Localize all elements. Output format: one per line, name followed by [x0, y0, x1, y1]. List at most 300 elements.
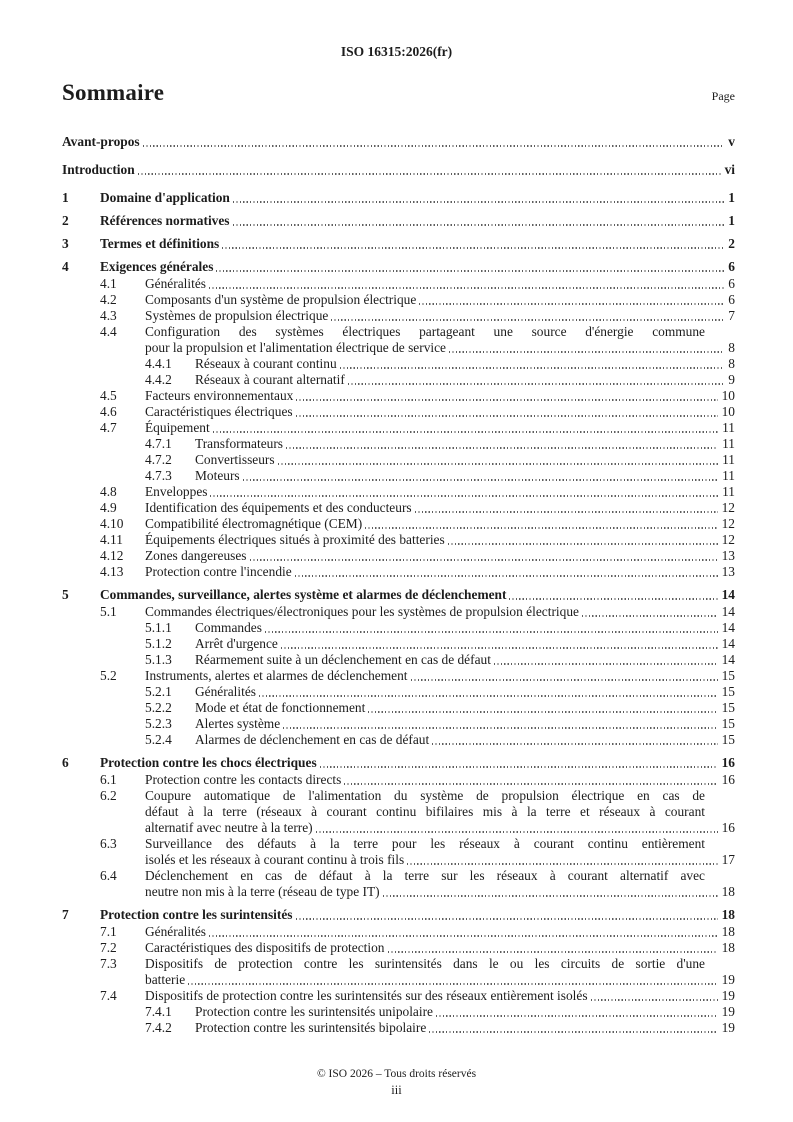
toc-entry[interactable]: [62, 772, 735, 788]
dot-leader: [340, 367, 725, 368]
toc-entry-content: [145, 940, 735, 956]
toc-entry-content: [145, 404, 735, 420]
toc-entry-title: Commandes: [195, 620, 262, 635]
toc-entry-last-line: [195, 468, 735, 484]
toc-entry[interactable]: [62, 836, 735, 868]
toc-page-number: v: [728, 134, 735, 149]
toc-entry-content: [100, 907, 735, 923]
toc-entry-content: [62, 162, 735, 178]
table-of-contents: [62, 134, 735, 1036]
toc-page-number: 2: [728, 236, 735, 251]
toc-entry-content: [100, 587, 735, 603]
toc-entry[interactable]: [62, 620, 735, 636]
toc-entry-content: [195, 700, 735, 716]
dot-leader: [296, 415, 718, 416]
toc-entry-last-line: [195, 716, 735, 732]
toc-entry-title: Identification des équipements et des conducteurs: [145, 500, 412, 515]
toc-entry-last-line: [145, 884, 735, 900]
toc-entry-number: 5.2.4: [145, 732, 172, 747]
toc-page-number: 16: [721, 772, 735, 787]
toc-page-number: 15: [721, 732, 735, 747]
dot-leader: [331, 319, 724, 320]
toc-entry-number: 6.2: [100, 788, 117, 803]
toc-entry-last-line: [195, 452, 735, 468]
toc-entry-number: 5.1.2: [145, 636, 172, 651]
toc-entry[interactable]: [62, 668, 735, 684]
toc-entry-title: Protection contre les surintensités unipolaire: [195, 1004, 433, 1019]
toc-entry-last-line: [62, 162, 735, 178]
dot-leader: [222, 247, 724, 248]
toc-entry-number: 6: [62, 755, 69, 770]
toc-entry-content: [100, 213, 735, 229]
toc-entry[interactable]: [62, 356, 735, 372]
toc-entry-content: [145, 836, 735, 868]
toc-entry-number: 7.4.1: [145, 1004, 172, 1019]
toc-entry-content: [195, 436, 735, 452]
toc-entry[interactable]: [62, 532, 735, 548]
dot-leader: [233, 224, 725, 225]
toc-entry-last-line: [195, 652, 735, 668]
toc-entry-title: Transformateurs: [195, 436, 284, 451]
toc-entry[interactable]: [62, 292, 735, 308]
toc-entry-number: 4.10: [100, 516, 124, 531]
dot-leader: [188, 983, 717, 984]
toc-page-number: 10: [721, 388, 735, 403]
toc-entry-title: Moteurs: [195, 468, 240, 483]
toc-entry[interactable]: [62, 484, 735, 500]
toc-entry-last-line: [145, 420, 735, 436]
toc-entry-title: Instruments, alertes et alarmes de déclenchement: [145, 668, 408, 683]
toc-entry-number: 4.11: [100, 532, 123, 547]
toc-entry-title-line: défaut à la terre (réseaux à courant continu bifilaires mis à la terre et réseaux à courant: [145, 804, 705, 819]
dot-leader: [320, 766, 718, 767]
toc-entry[interactable]: [62, 372, 735, 388]
toc-entry-last-line: [195, 1020, 735, 1036]
toc-entry-number: 4.5: [100, 388, 117, 403]
footer-page-number: iii: [391, 1083, 402, 1097]
toc-entry-content: [195, 468, 735, 484]
toc-page-number: 14: [721, 604, 735, 619]
toc-entry-number: 7.3: [100, 956, 117, 971]
toc-entry[interactable]: [62, 564, 735, 580]
toc-page-number: 11: [722, 484, 735, 499]
toc-entry-number: 5.2: [100, 668, 117, 683]
page-footer: [0, 1068, 793, 1098]
toc-entry-title: Alarmes de déclenchement en cas de défaut: [195, 732, 430, 747]
dot-leader: [233, 201, 724, 202]
toc-entry-title-line: Coupure automatique de l'alimentation du système de propulsion électrique en cas de: [145, 788, 705, 803]
toc-entry-last-line: [100, 236, 735, 252]
toc-entry[interactable]: [62, 700, 735, 716]
toc-entry-number: 4.4: [100, 324, 117, 339]
toc-page-number: 10: [721, 404, 735, 419]
toc-entry-content: [145, 668, 735, 684]
toc-entry-title: Mode et état de fonctionnement: [195, 700, 366, 715]
toc-entry-number: 7.2: [100, 940, 117, 955]
toc-page-number: 11: [722, 468, 735, 483]
toc-entry[interactable]: [62, 134, 735, 150]
toc-entry-title-line: Surveillance des défauts à la terre pour les réseaux à courant continu entièrement: [145, 836, 705, 851]
toc-page-number: 12: [721, 500, 735, 515]
toc-page-number: 6: [728, 259, 735, 274]
toc-entry[interactable]: [62, 388, 735, 404]
toc-entry-number: 4.7.3: [145, 468, 172, 483]
toc-page-number: 17: [721, 852, 735, 867]
toc-entry-last-line: [145, 940, 735, 956]
toc-entry-number: 4.2: [100, 292, 117, 307]
toc-entry[interactable]: [62, 236, 735, 252]
toc-entry-last-line: [145, 308, 735, 324]
toc-page-number: 11: [722, 420, 735, 435]
footer-copyright: © ISO 2026 – Tous droits réservés: [316, 1068, 477, 1080]
toc-entry-last-line: [145, 604, 735, 620]
toc-entry-title: Équipements électriques situés à proximité des batteries: [145, 532, 445, 547]
toc-entry-number: 4.4.2: [145, 372, 172, 387]
toc-entry-number: 7.1: [100, 924, 117, 939]
toc-entry-content: [195, 716, 735, 732]
toc-entry-title: neutre non mis à la terre (réseau de type IT): [145, 884, 380, 899]
toc-entry-content: [195, 652, 735, 668]
toc-page-number: 14: [721, 652, 735, 667]
toc-entry-title: Avant-propos: [62, 134, 140, 149]
toc-entry[interactable]: [62, 732, 735, 748]
dot-leader: [509, 598, 717, 599]
toc-entry-content: [195, 356, 735, 372]
dot-leader: [216, 270, 724, 271]
toc-entry-title: isolés et les réseaux à courant continu à trois fils: [145, 852, 405, 867]
toc-entry-number: 7.4.2: [145, 1020, 172, 1035]
toc-entry[interactable]: [62, 1020, 735, 1036]
dot-leader: [209, 935, 718, 936]
dot-leader: [415, 511, 718, 512]
toc-entry-last-line: [100, 755, 735, 771]
toc-entry-title: Exigences générales: [100, 259, 214, 274]
toc-page-number: 6: [728, 292, 735, 307]
toc-entry-last-line: [145, 404, 735, 420]
toc-page-number: 1: [728, 190, 735, 205]
toc-entry[interactable]: [62, 924, 735, 940]
toc-entry-last-line: [145, 276, 735, 292]
toc-entry-title: Protection contre les chocs électriques: [100, 755, 317, 770]
toc-entry-last-line: [145, 388, 735, 404]
toc-page-number: 11: [722, 436, 735, 451]
toc-entry[interactable]: [62, 276, 735, 292]
dot-leader: [296, 918, 718, 919]
toc-entry-content: [145, 988, 735, 1004]
toc-entry-content: [145, 484, 735, 500]
toc-entry[interactable]: [62, 324, 735, 356]
toc-entry-title-line: Déclenchement en cas de défaut à la terre sur les réseaux à courant alternatif avec: [145, 868, 705, 883]
dot-leader: [365, 527, 717, 528]
toc-entry-content: [145, 420, 735, 436]
toc-entry-content: [195, 452, 735, 468]
toc-entry-content: [195, 620, 735, 636]
toc-entry-title: Commandes électriques/électroniques pour les systèmes de propulsion électrique: [145, 604, 579, 619]
toc-entry-content: [145, 324, 735, 356]
toc-entry-number: 4.7.1: [145, 436, 172, 451]
toc-page-number: 12: [721, 516, 735, 531]
toc-entry-title: Protection contre les surintensités: [100, 907, 293, 922]
toc-page-number: 19: [721, 988, 735, 1003]
toc-entry-content: [62, 134, 735, 150]
toc-entry-last-line: [195, 1004, 735, 1020]
toc-entry-number: 4.7.2: [145, 452, 172, 467]
toc-entry-content: [145, 276, 735, 292]
toc-entry-title: Dispositifs de protection contre les surintensités sur des réseaux entièrement isolés: [145, 988, 588, 1003]
toc-entry-title: Protection contre les contacts directs: [145, 772, 342, 787]
toc-entry[interactable]: [62, 940, 735, 956]
toc-entry-number: 4.4.1: [145, 356, 172, 371]
toc-entry[interactable]: [62, 907, 735, 923]
toc-entry-last-line: [145, 668, 735, 684]
toc-entry-title: Protection contre l'incendie: [145, 564, 292, 579]
dot-leader: [582, 615, 718, 616]
toc-page-number: 15: [721, 668, 735, 683]
toc-entry[interactable]: [62, 788, 735, 836]
toc-entry[interactable]: [62, 956, 735, 988]
dot-leader: [143, 145, 725, 146]
toc-entry-last-line: [145, 548, 735, 564]
toc-page-number: 14: [721, 636, 735, 651]
dot-leader: [344, 783, 717, 784]
toc-entry-title: Équipement: [145, 420, 210, 435]
toc-entry-title: Termes et définitions: [100, 236, 220, 251]
toc-page-number: 19: [721, 1020, 735, 1035]
dot-leader: [296, 399, 717, 400]
toc-entry-last-line: [100, 907, 735, 923]
toc-entry-number: 4.13: [100, 564, 124, 579]
toc-entry-title: Compatibilité électromagnétique (CEM): [145, 516, 363, 531]
toc-entry-content: [145, 308, 735, 324]
dot-leader: [265, 631, 718, 632]
toc-entry-content: [100, 190, 735, 206]
toc-entry-title: Zones dangereuses: [145, 548, 247, 563]
toc-page-number: 15: [721, 716, 735, 731]
toc-entry[interactable]: [62, 587, 735, 603]
toc-entry-number: 6.4: [100, 868, 117, 883]
dot-leader: [209, 287, 724, 288]
toc-page-number: 14: [721, 587, 735, 602]
toc-entry-number: 4.7: [100, 420, 117, 435]
toc-entry-last-line: [145, 924, 735, 940]
dot-leader: [316, 831, 718, 832]
page-column-label: Page: [711, 89, 735, 103]
toc-page-number: 16: [721, 755, 735, 770]
toc-entry-content: [145, 564, 735, 580]
toc-entry-last-line: [195, 620, 735, 636]
toc-entry-content: [145, 924, 735, 940]
toc-entry[interactable]: [62, 452, 735, 468]
toc-entry[interactable]: [62, 652, 735, 668]
toc-entry[interactable]: [62, 404, 735, 420]
toc-entry[interactable]: [62, 716, 735, 732]
dot-leader: [432, 743, 717, 744]
dot-leader: [281, 647, 718, 648]
toc-entry[interactable]: [62, 604, 735, 620]
toc-entry-content: [145, 788, 735, 836]
toc-entry[interactable]: [62, 259, 735, 275]
toc-entry-number: 5.2.1: [145, 684, 172, 699]
toc-entry[interactable]: [62, 500, 735, 516]
toc-entry-title: Réarmement suite à un déclenchement en cas de défaut: [195, 652, 491, 667]
toc-entry-number: 4.3: [100, 308, 117, 323]
toc-entry[interactable]: [62, 988, 735, 1004]
toc-page-number: 15: [721, 684, 735, 699]
toc-entry[interactable]: [62, 548, 735, 564]
toc-entry-last-line: [195, 372, 735, 388]
toc-entry-title: Références normatives: [100, 213, 230, 228]
toc-page-number: 18: [721, 907, 735, 922]
toc-entry-title: pour la propulsion et l'alimentation électrique de service: [145, 340, 446, 355]
toc-entry-content: [145, 868, 735, 900]
dot-leader: [295, 575, 718, 576]
page-title: Sommaire: [62, 80, 165, 105]
toc-entry-last-line: [100, 190, 735, 206]
toc-entry[interactable]: [62, 468, 735, 484]
toc-entry-content: [100, 259, 735, 275]
toc-entry[interactable]: [62, 436, 735, 452]
dot-leader: [138, 173, 721, 174]
dot-leader: [407, 863, 717, 864]
toc-entry-content: [145, 548, 735, 564]
toc-entry-title: Généralités: [145, 276, 206, 291]
toc-entry[interactable]: [62, 1004, 735, 1020]
toc-entry-last-line: [145, 820, 735, 836]
dot-leader: [388, 951, 718, 952]
toc-entry-title: Domaine d'application: [100, 190, 230, 205]
toc-entry-content: [145, 292, 735, 308]
toc-entry-title-line: Dispositifs de protection contre les surintensités dans le ou les circuits de sortie d'une: [145, 956, 705, 971]
toc-page-number: 11: [722, 452, 735, 467]
toc-entry-title: Facteurs environnementaux: [145, 388, 294, 403]
toc-entry-title: Composants d'un système de propulsion électrique: [145, 292, 417, 307]
dot-leader: [368, 711, 717, 712]
dot-leader: [411, 679, 718, 680]
toc-entry[interactable]: [62, 420, 735, 436]
dot-leader: [213, 431, 718, 432]
toc-entry-number: 4.12: [100, 548, 124, 563]
toc-entry-number: 5.1: [100, 604, 117, 619]
toc-entry[interactable]: [62, 868, 735, 900]
toc-entry-content: [100, 236, 735, 252]
toc-entry-number: 5.1.3: [145, 652, 172, 667]
toc-entry-content: [195, 1020, 735, 1036]
toc-entry-title: Réseaux à courant continu: [195, 356, 337, 371]
toc-entry-number: 7.4: [100, 988, 117, 1003]
toc-entry-title: Caractéristiques des dispositifs de protection: [145, 940, 385, 955]
toc-entry-last-line: [195, 700, 735, 716]
toc-entry-title: Généralités: [195, 684, 256, 699]
toc-entry-last-line: [195, 356, 735, 372]
toc-entry[interactable]: [62, 755, 735, 771]
toc-page-number: 7: [728, 308, 735, 323]
toc-entry-number: 4.9: [100, 500, 117, 515]
dot-leader: [449, 351, 724, 352]
dot-leader: [283, 727, 717, 728]
toc-entry-last-line: [145, 852, 735, 868]
toc-page-number: 8: [728, 340, 735, 355]
toc-page-number: 1: [728, 213, 735, 228]
toc-entry-last-line: [145, 340, 735, 356]
toc-entry-last-line: [145, 972, 735, 988]
toc-entry-number: 4.1: [100, 276, 117, 291]
toc-entry[interactable]: [62, 190, 735, 206]
dot-leader: [383, 895, 718, 896]
toc-page-number: vi: [724, 162, 735, 177]
toc-page-number: 18: [721, 884, 735, 899]
dot-leader: [429, 1031, 717, 1032]
toc-entry-title: Protection contre les surintensités bipolaire: [195, 1020, 427, 1035]
dot-leader: [210, 495, 718, 496]
toc-entry-content: [195, 636, 735, 652]
toc-entry-last-line: [145, 532, 735, 548]
toc-entry-content: [195, 1004, 735, 1020]
toc-entry-last-line: [195, 732, 735, 748]
toc-entry-content: [100, 755, 735, 771]
toc-entry-content: [145, 956, 735, 988]
toc-entry-number: 5.2.3: [145, 716, 172, 731]
toc-entry-last-line: [195, 636, 735, 652]
toc-entry-last-line: [100, 259, 735, 275]
toc-entry[interactable]: [62, 213, 735, 229]
toc-entry-number: 5.1.1: [145, 620, 172, 635]
dot-leader: [250, 559, 718, 560]
toc-entry-title-line: Configuration des systèmes électriques partageant une source d'énergie commune: [145, 324, 705, 339]
toc-page-number: 19: [721, 1004, 735, 1019]
dot-leader: [591, 999, 718, 1000]
toc-entry-content: [145, 532, 735, 548]
toc-page-number: 14: [721, 620, 735, 635]
toc-entry-last-line: [145, 292, 735, 308]
dot-leader: [286, 447, 718, 448]
toc-page-number: 19: [721, 972, 735, 987]
toc-entry-title: Alertes système: [195, 716, 281, 731]
toc-entry-number: 7: [62, 907, 69, 922]
toc-entry[interactable]: [62, 636, 735, 652]
toc-entry-title: Convertisseurs: [195, 452, 275, 467]
toc-entry-number: 4.8: [100, 484, 117, 499]
toc-entry[interactable]: [62, 684, 735, 700]
toc-entry-title: Réseaux à courant alternatif: [195, 372, 345, 387]
toc-entry-number: 1: [62, 190, 69, 205]
toc-page-number: 13: [721, 548, 735, 563]
toc-entry-title: Introduction: [62, 162, 135, 177]
toc-entry-title: batterie: [145, 972, 186, 987]
toc-entry-number: 6.1: [100, 772, 117, 787]
toc-entry-title: Caractéristiques électriques: [145, 404, 293, 419]
toc-entry-content: [145, 388, 735, 404]
toc-entry-content: [145, 772, 735, 788]
dot-leader: [419, 303, 724, 304]
toc-entry-last-line: [100, 587, 735, 603]
toc-entry[interactable]: [62, 516, 735, 532]
toc-entry[interactable]: [62, 162, 735, 178]
toc-entry-number: 6.3: [100, 836, 117, 851]
toc-entry-number: 5.2.2: [145, 700, 172, 715]
toc-entry-number: 3: [62, 236, 69, 251]
toc-entry-title: Systèmes de propulsion électrique: [145, 308, 329, 323]
toc-entry-last-line: [62, 134, 735, 150]
toc-entry-last-line: [195, 684, 735, 700]
toc-page-number: 15: [721, 700, 735, 715]
dot-leader: [436, 1015, 718, 1016]
toc-entry-last-line: [145, 564, 735, 580]
toc-entry-number: 5: [62, 587, 69, 602]
toc-entry-title: Enveloppes: [145, 484, 208, 499]
toc-entry[interactable]: [62, 308, 735, 324]
toc-entry-title: Arrêt d'urgence: [195, 636, 278, 651]
toc-entry-last-line: [145, 500, 735, 516]
